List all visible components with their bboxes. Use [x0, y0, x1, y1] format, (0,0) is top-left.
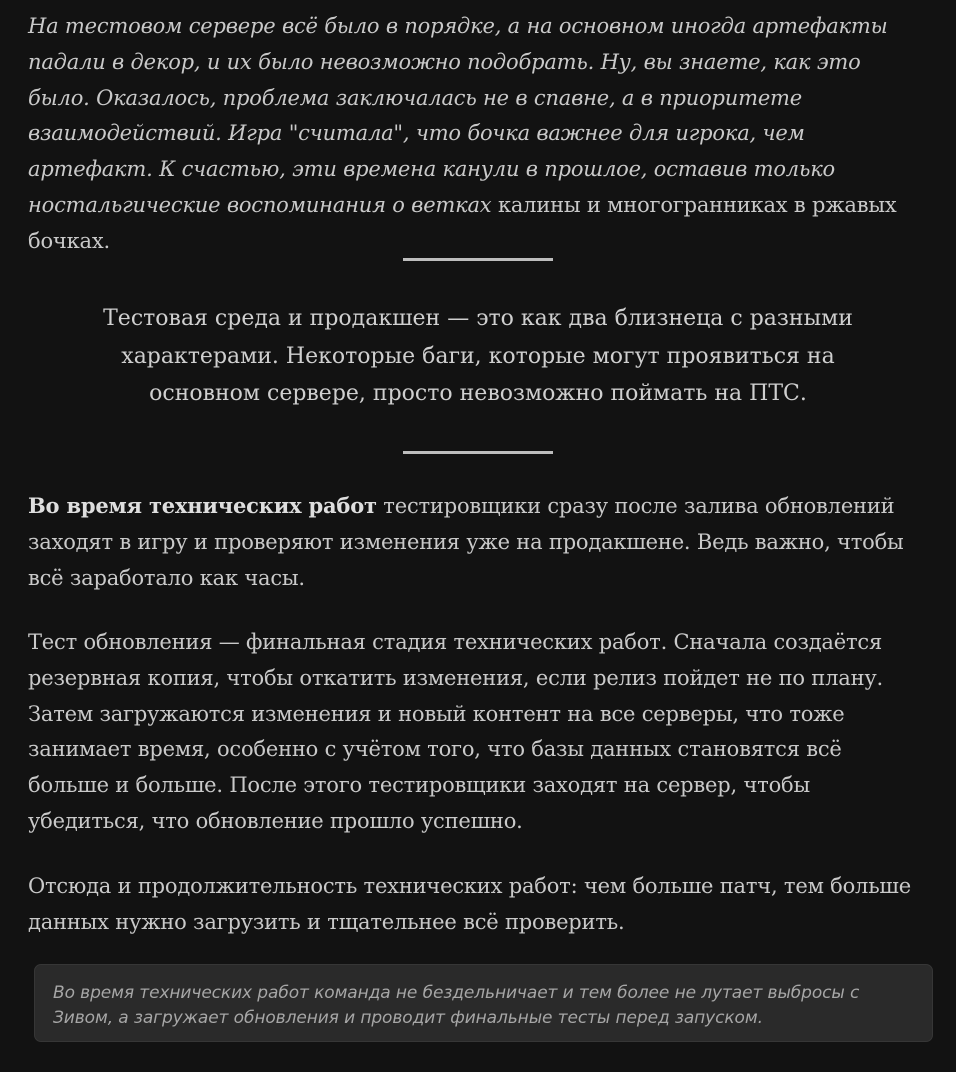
- pull-quote: Тестовая среда и продакшен — это как два близнеца с разными характерами. Некоторые баги, которые могут проявиться на основном сервере, просто невозможно поймать на ПТС.: [103, 306, 853, 406]
- paragraph-duration: Отсюда и продолжительность технических работ: чем больше патч, тем больше данных нужно загрузить и тщательнее всё проверить.: [28, 874, 911, 934]
- intro-regular-text: калины и многогранниках в ржавых бочках.: [28, 192, 897, 253]
- paragraph-maintenance: [28, 488, 928, 596]
- quote-top-divider: [403, 258, 553, 261]
- intro-paragraph: [28, 9, 928, 260]
- intro-italic-text: На тестовом сервере всё было в порядке, а на основном иногда артефакты падали в декор, и их было невозможно подобрать. Ну, вы знаете, как это было. Оказалось, проблема заключалась не в спавне, а в приоритете взаимодействий. Игра "считала", что бочка важнее для игрока, чем артефакт. К счастью, эти времена канули в прошлое, оставив только ностальгические воспоминания о ветках: [28, 14, 888, 217]
- paragraph-maintenance-bold: Во время технических работ: [28, 493, 377, 518]
- quote-bottom-divider: [403, 451, 553, 454]
- paragraph-update-test: Тест обновления — финальная стадия технических работ. Сначала создаётся резервная копия, чтобы откатить изменения, если релиз пойдет не по плану. Затем загружаются изменения и новый контент на все серверы, что тоже занимает время, особенно с учётом того, что базы данных становятся всё больше и больше. После этого тестировщики заходят на сервер, чтобы убедиться, что обновление прошло успешно.: [28, 630, 883, 833]
- image-caption: Во время технических работ команда не бездельничает и тем более не лутает выбросы с Зивом, а загружает обновления и проводит финальные тесты перед запуском.: [34, 964, 933, 1042]
- paragraph-maintenance-text: тестировщики сразу после залива обновлений заходят в игру и проверяют изменения уже на продакшене. Ведь важно, чтобы всё заработало как часы.: [28, 494, 904, 590]
